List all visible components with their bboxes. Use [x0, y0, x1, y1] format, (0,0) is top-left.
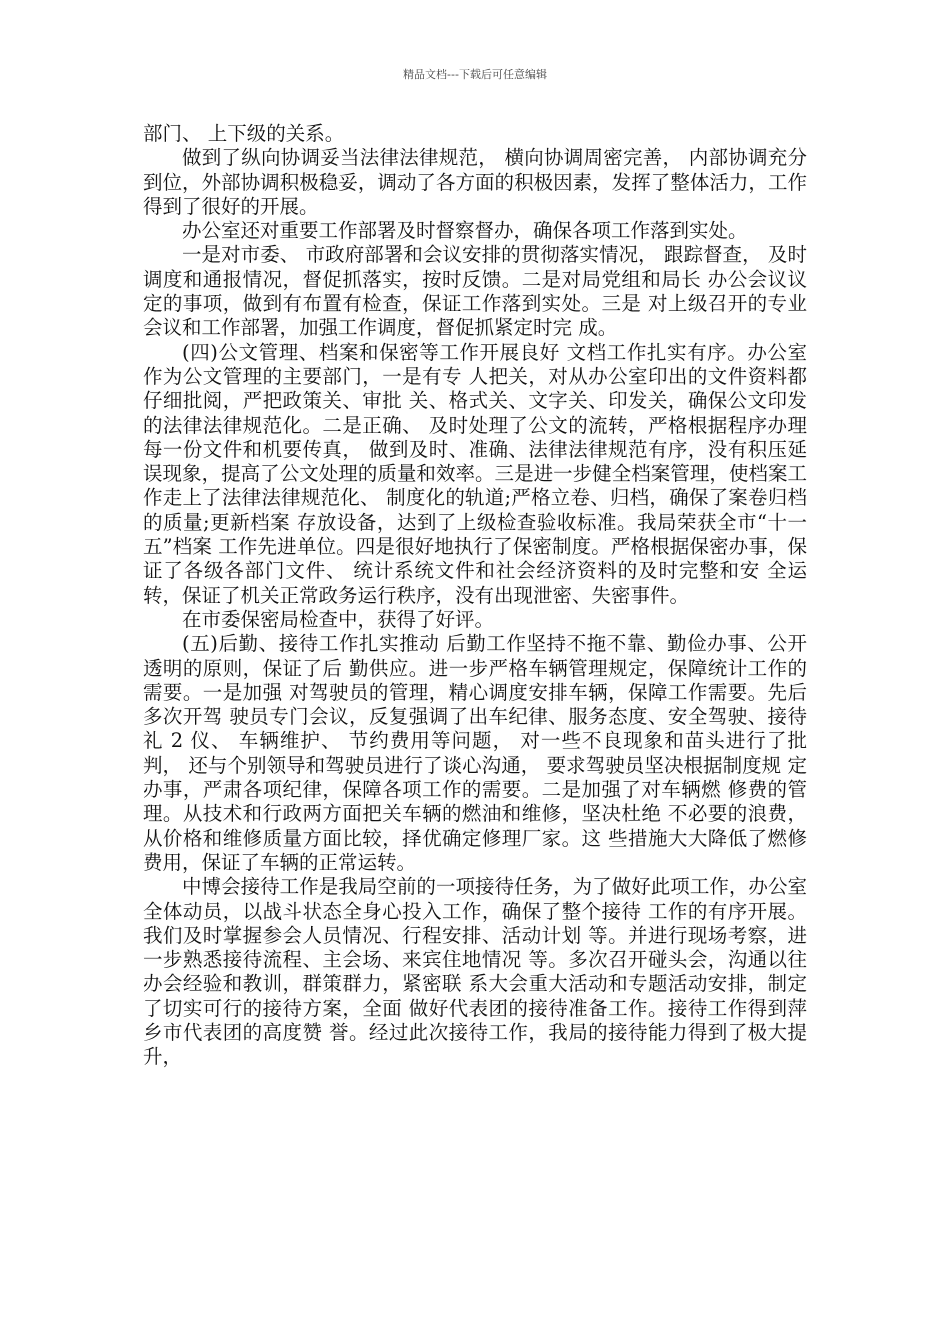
- paragraph: (五)后勤、接待工作扎实推动 后勤工作坚持不拖不靠、勤俭办事、公开透明的原则，保证了后 勤供应。进一步严格车辆管理规定，保障统计工作的需要。一是加强 对驾驶员的管理，精心调度安排车辆，保障工作需要。先后多次开驾 驶员专门会议，反复强调了出车纪律、服务态度、安全驾驶、接待礼 2 仪、 车辆维护、 节约费用等问题， 对一些不良现象和苗头进行了批判， 还与个别领导和驾驶员进行了谈心沟通， 要求驾驶员坚决根据制度规 定办事，严肃各项纪律，保障各项工作的需要。二是加强了对车辆燃 修费的管理。从技术和行政两方面把关车辆的燃油和维修，坚决杜绝 不必要的浪费，从价格和维修质量方面比较，择优确定修理厂家。这 些措施大大降低了燃修费用，保证了车辆的正常运转。: [143, 632, 807, 874]
- page-header: 精品文档---下载后可任意编辑: [403, 68, 547, 81]
- paragraph: 做到了纵向协调妥当法律法律规范， 横向协调周密完善， 内部协调充分到位，外部协调积极稳妥，调动了各方面的积极因素，发挥了整体活力，工作得到了很好的开展。: [143, 146, 807, 218]
- paragraph: 一是对市委、 市政府部署和会议安排的贯彻落实情况， 跟踪督查， 及时调度和通报情况，督促抓落实，按时反馈。二是对局党组和局长 办公会议议定的事项，做到有布置有检查，保证工作落到实处。三是 对上级召开的专业会议和工作部署，加强工作调度，督促抓紧定时完 成。: [143, 243, 807, 340]
- paragraph: 在市委保密局检查中，获得了好评。: [182, 607, 495, 631]
- paragraph: 部门、 上下级的关系。: [143, 122, 345, 145]
- paragraph: 中博会接待工作是我局空前的一项接待任务，为了做好此项工作，办公室全体动员，以战斗状态全身心投入工作，确保了整个接待 工作的有序开展。我们及时掌握参会人员情况、行程安排、活动计划 等。并进行现场考察，进一步熟悉接待流程、主会场、来宾住地情况 等。多次召开碰头会，沟通以往办会经验和教训，群策群力，紧密联 系大会重大活动和专题活动安排，制定了切实可行的接待方案，全面 做好代表团的接待准备工作。接待工作得到萍乡市代表团的高度赞 誉。经过此次接待工作，我局的接待能力得到了极大提升，: [143, 875, 807, 1069]
- document-body: [143, 122, 807, 1070]
- paragraph: 办公室还对重要工作部署及时督察督办，确保各项工作落到实处。: [182, 219, 748, 243]
- paragraph: (四)公文管理、档案和保密等工作开展良好 文档工作扎实有序。办公室作为公文管理的主要部门，一是有专 人把关，对从办公室印出的文件资料都仔细批阅，严把政策关、审批 关、格式关、文字关、印发关，确保公文印发的法律法律规范化。二是正确、 及时处理了公文的流转，严格根据程序办理每一份文件和机要传真， 做到及时、准确、法律法律规范有序，没有积压延误现象，提高了公文处理的质量和效率。三是进一步健全档案管理，使档案工作走上了法律法律规范化、 制度化的轨道;严格立卷、归档，确保了案卷归档的质量;更新档案 存放设备，达到了上级检查验收标准。我局荣获全市“十一五”档案 工作先进单位。四是很好地执行了保密制度。严格根据保密办事，保 证了各级各部门文件、 统计系统文件和社会经济资料的及时完整和安 全运转，保证了机关正常政务运行秩序，没有出现泄密、失密事件。: [143, 340, 807, 607]
